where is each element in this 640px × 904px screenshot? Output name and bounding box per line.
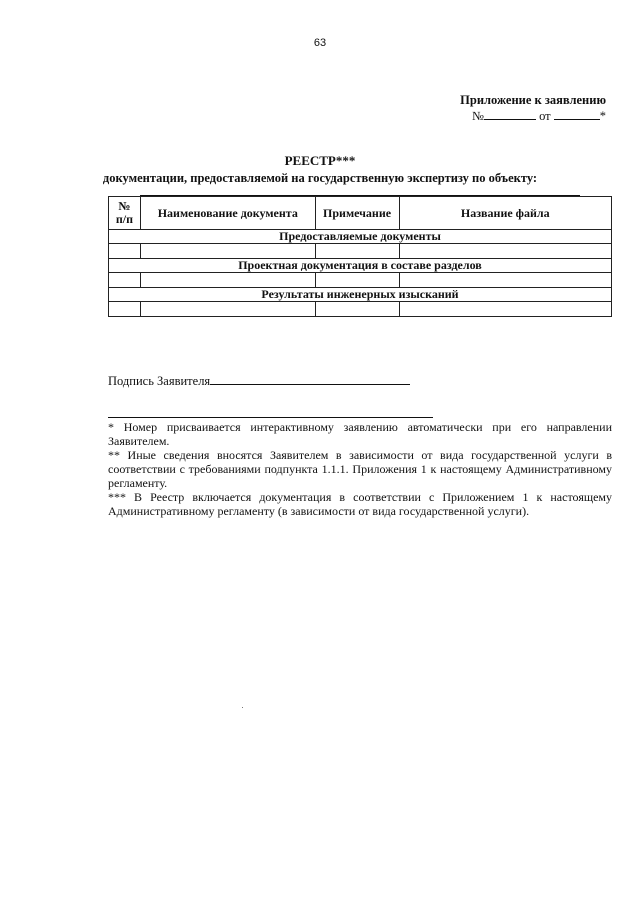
table-header-row bbox=[109, 197, 612, 230]
header-file-name: Название файла bbox=[399, 197, 611, 230]
number-blank bbox=[484, 108, 536, 120]
footnote-separator bbox=[108, 417, 433, 418]
footnote-3: *** В Реестр включается документация в соответствии с Приложением 1 к настоящему Административному регламенту (в зависимости от вида государственной услуги). bbox=[108, 490, 612, 518]
table-row bbox=[109, 273, 612, 288]
table-row bbox=[109, 302, 612, 317]
signature-label: Подпись Заявителя bbox=[108, 374, 211, 388]
header-num-line1: № bbox=[118, 199, 131, 213]
footnote-mark: * bbox=[599, 109, 606, 123]
section-project-docs: Проектная документация в составе разделов bbox=[109, 259, 612, 273]
scan-speck bbox=[242, 707, 243, 708]
section-engineering-surveys: Результаты инженерных изысканий bbox=[109, 288, 612, 302]
appendix-number-line bbox=[460, 108, 606, 124]
signature-block bbox=[108, 372, 410, 389]
section-row bbox=[109, 288, 612, 302]
header-note: Примечание bbox=[315, 197, 399, 230]
registry-title: РЕЕСТР*** bbox=[284, 153, 356, 168]
page-number: 63 bbox=[313, 37, 327, 49]
header-num bbox=[109, 197, 141, 230]
signature-line bbox=[210, 372, 410, 385]
footnote-1: * Номер присваивается интерактивному заявлению автоматически при его направлении Заявителем. bbox=[108, 420, 612, 448]
date-blank bbox=[554, 108, 600, 120]
section-row bbox=[109, 259, 612, 273]
footnotes bbox=[108, 420, 612, 518]
appendix-block bbox=[460, 92, 606, 124]
section-row bbox=[109, 230, 612, 244]
table-row bbox=[109, 244, 612, 259]
section-provided-docs: Предоставляемые документы bbox=[109, 230, 612, 244]
header-num-line2: п/п bbox=[115, 212, 134, 226]
appendix-title: Приложение к заявлению bbox=[460, 93, 606, 107]
registry-table bbox=[108, 196, 612, 317]
registry-subtitle: документации, предоставляемой на государственную экспертизу по объекту: bbox=[102, 171, 538, 185]
number-prefix: № bbox=[472, 109, 484, 123]
from-label: от bbox=[539, 109, 551, 123]
header-doc-name: Наименование документа bbox=[140, 197, 315, 230]
footnote-2: ** Иные сведения вносятся Заявителем в зависимости от вида государственной услуги в соответствии с требованиями подпункта 1.1.1. Приложения 1 к настоящему Административному регламенту. bbox=[108, 448, 612, 490]
